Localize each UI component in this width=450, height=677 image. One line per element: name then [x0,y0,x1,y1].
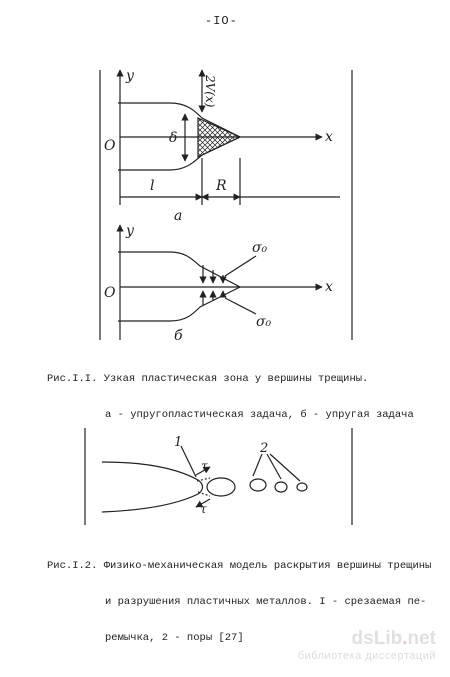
fig2-void [250,479,266,491]
figure2-caption-line1: Рис.I.2. Физико-механическая модель раскрытия вершины трещины [47,560,432,572]
watermark-logo-dot: . [402,628,408,649]
fig1b-part-label: б [174,328,183,344]
fig2-crack-outline [102,462,203,512]
fig2-tau-bottom: τ [200,502,207,516]
fig1a-v-label: 2V(x) [203,75,217,108]
figure1-caption-line1: Рис.I.I. Узкая пластическая зона у вершины трещины. [47,373,369,385]
fig2-marker-2: 2 [260,441,269,456]
watermark-logo-main: dsLib [351,628,403,649]
fig1b-sigma-top-leader [225,256,256,276]
fig1a-y-label: y [126,68,134,84]
fig1b-sigma-bottom-leader [225,298,256,314]
fig1b-origin-label: O [104,285,116,301]
watermark-subtitle: библиотека диссертаций [297,650,436,662]
fig1b-sigma-top-label: σ₀ [252,240,268,256]
figure1-caption [47,349,414,433]
fig1b-x-label: x [325,279,333,295]
figure2-caption-line3: ремычка, 2 - поры [27] [105,632,244,644]
fig1a-x-label: x [325,129,333,145]
fig1a-r-label: R [216,178,227,194]
fig1a-origin-label: O [104,138,116,154]
fig1a-delta-label: δ [169,130,178,146]
fig2-tau-top: τ [201,459,208,473]
watermark-logo-tld: net [407,628,436,649]
fig2-leader-1 [181,446,196,477]
fig2-marker-1: 1 [174,435,183,450]
fig2-void [275,482,287,492]
figure2-caption-line2: и разрушения пластичных металлов. I - срезаемая пе- [105,596,427,608]
fig1a-plastic-zone [198,118,240,157]
watermark-logo [298,628,436,650]
fig2-void [207,478,235,496]
fig1a-l-label: l [150,178,155,194]
figure1-caption-line2: а - упругопластическая задача, б - упругая задача [105,409,414,421]
fig2-void [297,483,307,491]
page-number: -IO- [205,14,238,28]
fig1b-y-label: y [126,223,134,239]
fig1b-sigma-bottom-label: σ₀ [256,314,272,330]
watermark [298,628,436,662]
fig2-leader-2 [253,454,262,476]
fig1a-part-label: a [174,208,183,224]
